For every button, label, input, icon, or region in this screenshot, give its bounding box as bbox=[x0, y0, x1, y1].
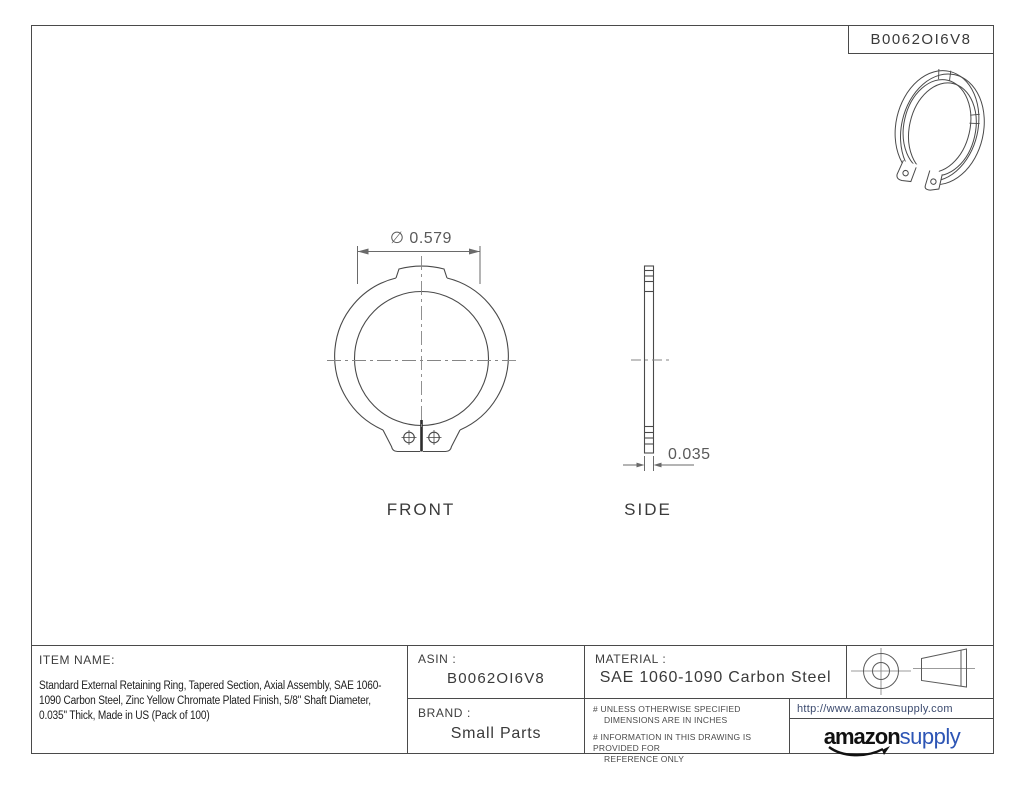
material-cell bbox=[585, 645, 847, 698]
note-reference: # INFORMATION IN THIS DRAWING IS PROVIDED FOR REFERENCE ONLY bbox=[593, 732, 752, 764]
material-value: SAE 1060-1090 Carbon Steel bbox=[599, 669, 832, 686]
asin-value: B0062OI6V8 bbox=[447, 670, 545, 687]
brand-label: BRAND : bbox=[418, 706, 471, 720]
projection-symbol-cell bbox=[847, 645, 994, 698]
item-name-label: ITEM NAME: bbox=[39, 653, 116, 667]
notes-cell bbox=[585, 698, 790, 764]
material-label: MATERIAL : bbox=[595, 652, 667, 666]
item-name-cell bbox=[31, 645, 408, 754]
note-dimensions: # UNLESS OTHERWISE SPECIFIED DIMENSIONS ARE IN INCHES bbox=[593, 704, 741, 725]
asin-box bbox=[848, 25, 994, 54]
asin-cell bbox=[408, 645, 585, 698]
url-cell bbox=[790, 698, 994, 719]
amazonsupply-url: http://www.amazonsupply.com bbox=[797, 702, 953, 715]
brand-value: Small Parts bbox=[450, 725, 542, 742]
asin-label: ASIN : bbox=[418, 652, 457, 666]
amazon-smile-icon bbox=[826, 745, 894, 759]
item-name-text: Standard External Retaining Ring, Tapered Section, Axial Assembly, SAE 1060-1090 Carbon Steel, Zinc Yellow Chromate Plated Finish, 5/8" Shaft Diameter, 0.035" Thick, Made in US (Pack of 100) bbox=[39, 680, 382, 723]
front-diameter-label: ∅ 0.579 bbox=[390, 230, 452, 247]
asin-box-text: B0062OI6V8 bbox=[870, 31, 972, 48]
amazonsupply-logo bbox=[823, 723, 961, 749]
logo-amazon-text: amazon bbox=[823, 723, 900, 749]
logo-supply-text: supply bbox=[899, 723, 961, 749]
brand-cell bbox=[408, 698, 585, 754]
side-view-label: SIDE bbox=[624, 500, 672, 519]
front-view-label: FRONT bbox=[386, 500, 456, 519]
side-thickness-label: 0.035 bbox=[668, 446, 711, 463]
logo-cell bbox=[790, 719, 994, 754]
